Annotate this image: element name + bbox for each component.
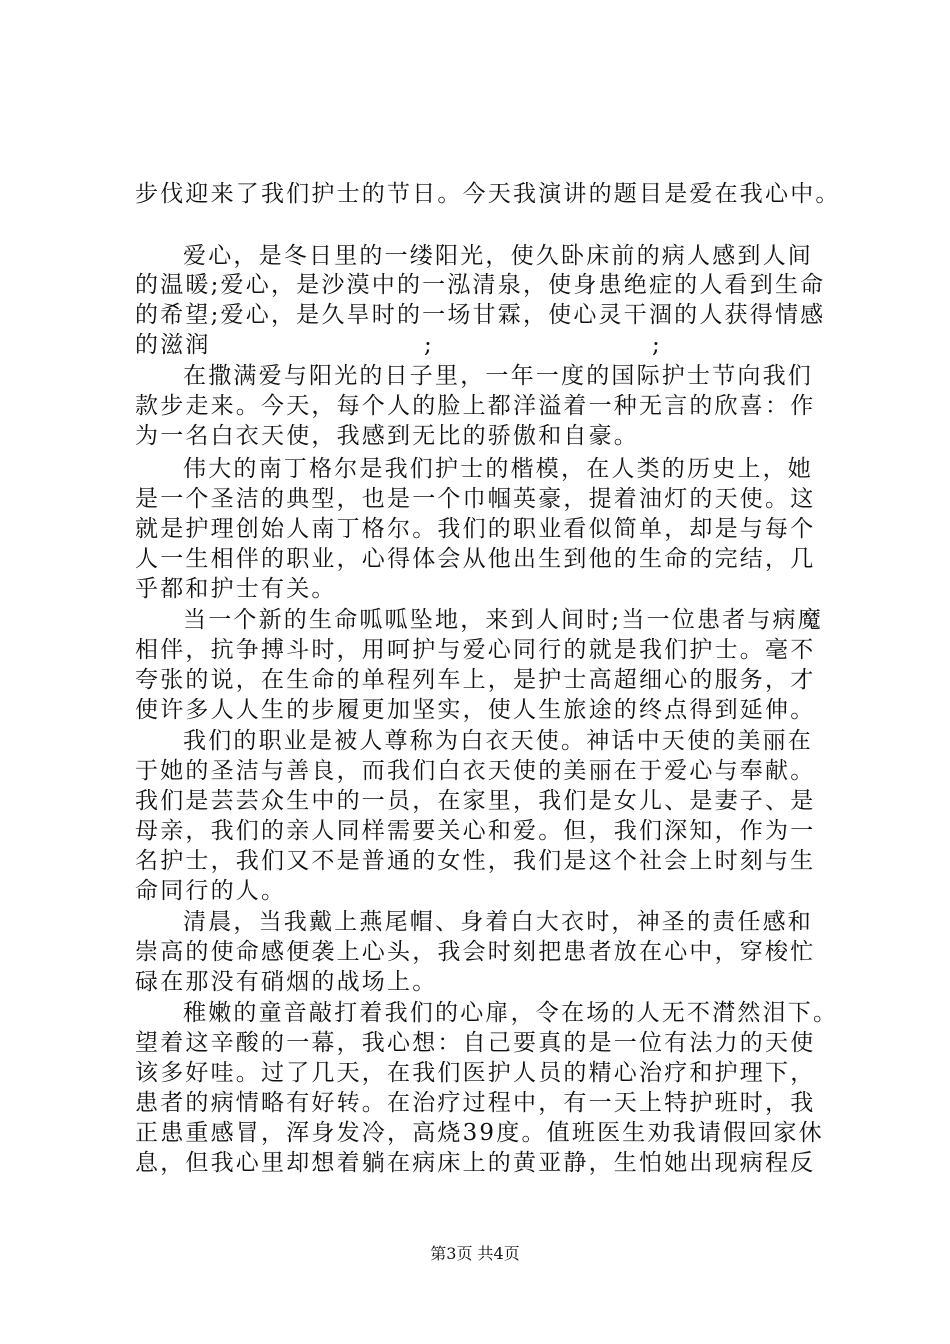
text-line: 为一名白衣天使，我感到无比的骄傲和自豪。 xyxy=(135,423,639,449)
text-line: 稚嫩的童音敲打着我们的心扉，令在场的人无不潸然泪下。 xyxy=(183,1000,839,1026)
text-line: 的希望;爱心，是久旱时的一场甘霖，使心灵干涸的人获得情感 xyxy=(135,302,826,328)
text-line: 步伐迎来了我们护士的节日。今天我演讲的题目是爱在我心中。 xyxy=(135,181,841,207)
text-line: 的滋润 xyxy=(135,332,211,358)
text-line: 母亲，我们的亲人同样需要关心和爱。但，我们深知，作为一 xyxy=(135,818,816,844)
text-line: 的温暖;爱心，是沙漠中的一泓清泉，使身患绝症的人看到生命 xyxy=(135,272,826,298)
text-line: 清晨，当我戴上燕尾帽、身着白大衣时，神圣的责任感和 xyxy=(183,909,813,935)
text-line: 款步走来。今天，每个人的脸上都洋溢着一种无言的欣喜：作 xyxy=(135,393,816,419)
text-line: 伟大的南丁格尔是我们护士的楷模，在人类的历史上，她 xyxy=(183,456,813,482)
text-line: 望着这辛酸的一幕，我心想：自己要真的是一位有法力的天使 xyxy=(135,1030,816,1056)
text-line: 在撒满爱与阳光的日子里，一年一度的国际护士节向我们 xyxy=(183,363,813,389)
text-line: 是一个圣洁的典型，也是一个巾帼英豪，提着油灯的天使。这 xyxy=(135,486,816,512)
text-line: 使许多人人生的步履更加坚实，使人生旅途的终点得到延伸。 xyxy=(135,697,816,723)
text-line: 相伴，抗争搏斗时，用呵护与爱心同行的就是我们护士。毫不 xyxy=(135,637,816,663)
text-line: 于她的圣洁与善良，而我们白衣天使的美丽在于爱心与奉献。 xyxy=(135,758,816,784)
semicolon: ; xyxy=(424,332,432,358)
text-line: 我们是芸芸众生中的一员，在家里，我们是女儿、是妻子、是 xyxy=(135,788,816,814)
text-line: 人一生相伴的职业，心得体会从他出生到他的生命的完结，几 xyxy=(135,546,816,572)
text-line: 夸张的说，在生命的单程列车上，是护士高超细心的服务，才 xyxy=(135,667,816,693)
text-line: 该多好哇。过了几天，在我们医护人员的精心治疗和护理下， xyxy=(135,1060,816,1086)
text-line: 当一个新的生命呱呱坠地，来到人间时;当一位患者与病魔 xyxy=(183,607,823,633)
text-line: 息，但我心里却想着躺在病床上的黄亚静，生怕她出现病程反 xyxy=(135,1150,816,1176)
text-line: 名护士，我们又不是普通的女性，我们是这个社会上时刻与生 xyxy=(135,848,816,874)
semicolon: ; xyxy=(652,332,660,358)
text-line: 命同行的人。 xyxy=(135,878,287,904)
text-line: 崇高的使命感便袭上心头，我会时刻把患者放在心中，穿梭忙 xyxy=(135,939,816,965)
text-line: 碌在那没有硝烟的战场上。 xyxy=(135,969,438,995)
text-line: 乎都和护士有关。 xyxy=(135,576,337,602)
page-number-footer: 第3页 共4页 xyxy=(430,1244,520,1263)
text-line: 爱心，是冬日里的一缕阳光，使久卧床前的病人感到人间 xyxy=(183,243,813,269)
text-line: 我们的职业是被人尊称为白衣天使。神话中天使的美丽在 xyxy=(183,728,813,754)
text-line: 患者的病情略有好转。在治疗过程中，有一天上特护班时，我 xyxy=(135,1090,816,1116)
text-line: 就是护理创始人南丁格尔。我们的职业看似简单，却是与每个 xyxy=(135,516,816,542)
text-line: 正患重感冒，浑身发冷，高烧39度。值班医生劝我请假回家休 xyxy=(135,1120,824,1146)
